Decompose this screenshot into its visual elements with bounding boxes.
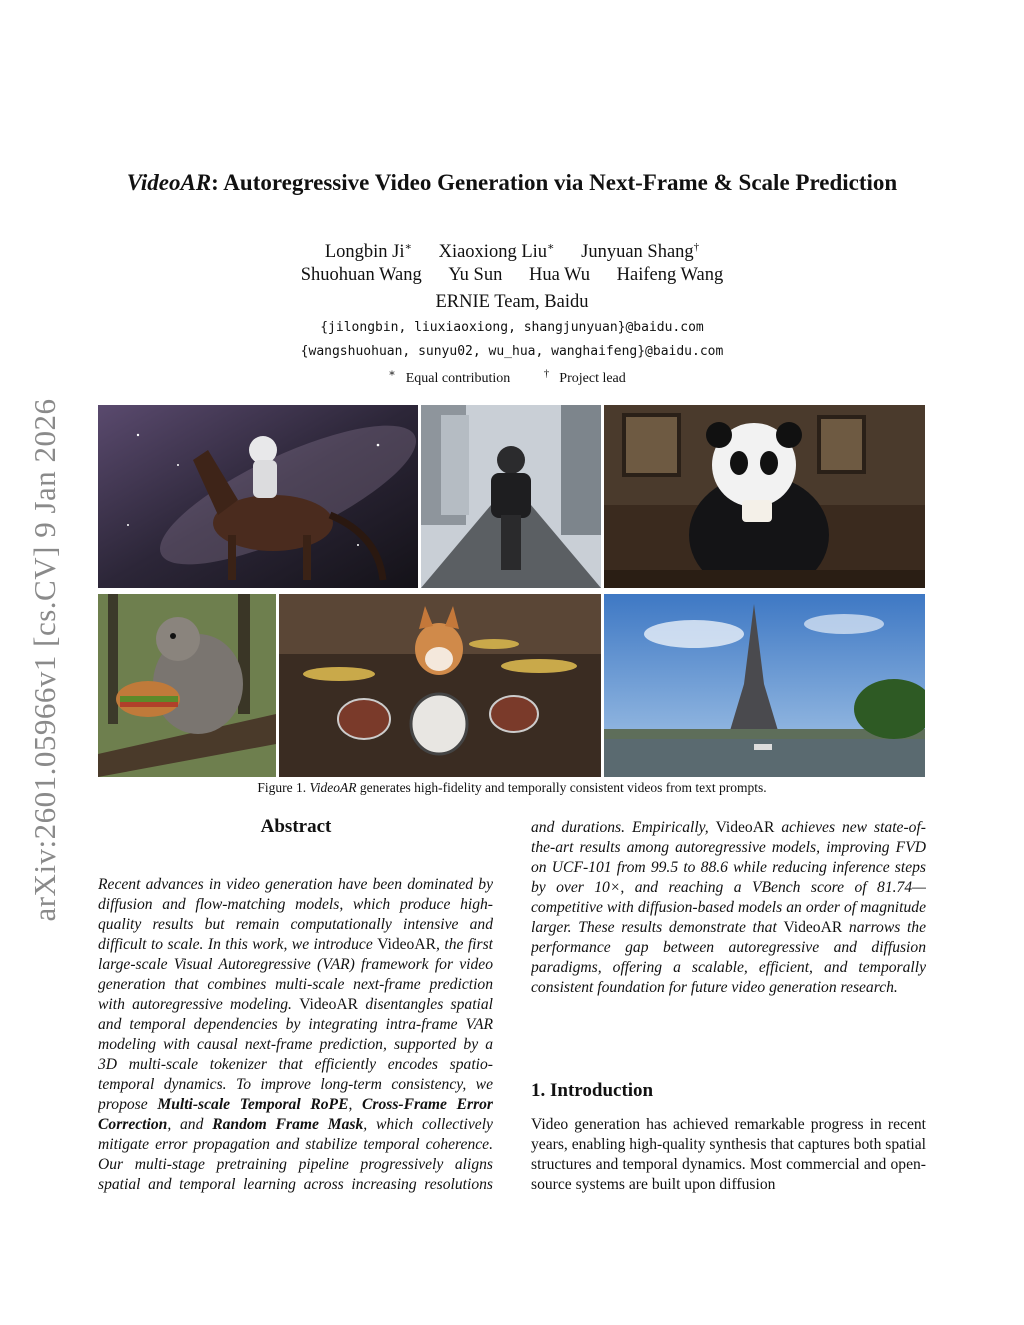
introduction-text: Video generation has achieved remarkable progress in recent years, enabling high-quality synthesis that captures both spatial structures and temporal dynamics. Most commercial and open-source systems are built upon diffusion <box>531 1116 926 1193</box>
astronaut-riding-horse-image <box>98 405 418 588</box>
abstract-heading: Abstract <box>260 816 332 837</box>
author: Longbin Ji∗ <box>324 241 412 263</box>
authors-row-2 <box>100 265 924 286</box>
author: Yu Sun <box>448 265 503 285</box>
author: Haifeng Wang <box>616 265 724 285</box>
motorcyclist-city-image <box>421 405 601 588</box>
abstract-right-column <box>531 818 926 1018</box>
panda-drinking-coffee-image <box>604 405 925 588</box>
affiliation: ERNIE Team, Baidu <box>435 292 589 312</box>
equal-contribution-note: ∗ Equal contribution <box>388 367 511 386</box>
arxiv-stamp-text: arXiv:2601.05966v1 [cs.CV] 9 Jan 2026 <box>27 398 62 922</box>
abstract-paragraph-continued: and durations. Empirically, VideoAR achieves new state-of-the-art results among autoregressive models, improving FVD on UCF-101 from 99.5 to 88.6 while reducing inference steps by over 10×, and reaching a VBench score of 81.74—competitive with diffusion-based models an order of magnitude larger. These results demonstrate that VideoAR narrows the performance gap between autoregressive and diffusion paradigms, offering a scalable, efficient, and temporally consistent foundation for future video generation research. <box>531 819 926 996</box>
email-line-1: {jilongbin, liuxiaoxiong, shangjunyuan}@baidu.com <box>320 320 704 335</box>
author: Xiaoxiong Liu∗ <box>438 241 555 263</box>
paper-title <box>60 170 964 196</box>
corgi-playing-drums-image <box>279 594 601 777</box>
abstract-left-column <box>98 875 493 1195</box>
eiffel-tower-river-image <box>604 594 925 777</box>
squirrel-eating-burger-image <box>98 594 276 777</box>
abstract-paragraph: Recent advances in video generation have been dominated by diffusion and flow-matching models, which produce high-quality results but remain computationally intensive and difficult to scale. In this work, we introduce VideoAR, the first large-scale Visual Autoregressive (VAR) framework for video generation that combines multi-scale next-frame prediction with autoregressive modeling. VideoAR disentangles spatial and temporal dependencies by integrating intra-frame VAR modeling with causal next-frame prediction, supported by a 3D multi-scale tokenizer that efficiently encodes spatio-temporal dynamics. To improve long-term consistency, we propose Multi-scale Temporal RoPE, Cross-Frame Error Correction, and Random Frame Mask, which collectively mitigate error propagation and stabilize temporal coherence. Our multi-stage pretraining pipeline progressively aligns spatial and temporal learning across increasing resolutions <box>98 876 493 1193</box>
contribution-notes <box>100 366 924 387</box>
email-line-2: {wangshuohuan, sunyu02, wu_hua, wanghaifeng}@baidu.com <box>300 344 724 359</box>
author: Shuohuan Wang <box>300 265 422 285</box>
figure-caption: Figure 1. VideoAR generates high-fidelity and temporally consistent videos from text prompts. <box>257 780 767 795</box>
title-model-name: VideoAR <box>126 170 212 195</box>
project-lead-note: † Project lead <box>543 367 626 386</box>
title-rest: : Autoregressive Video Generation via Next-Frame & Scale Prediction <box>211 170 898 195</box>
author: Junyuan Shang† <box>581 241 700 263</box>
author: Hua Wu <box>528 265 591 285</box>
authors-row-1 <box>100 240 924 263</box>
introduction-heading: 1. Introduction <box>531 1080 654 1101</box>
